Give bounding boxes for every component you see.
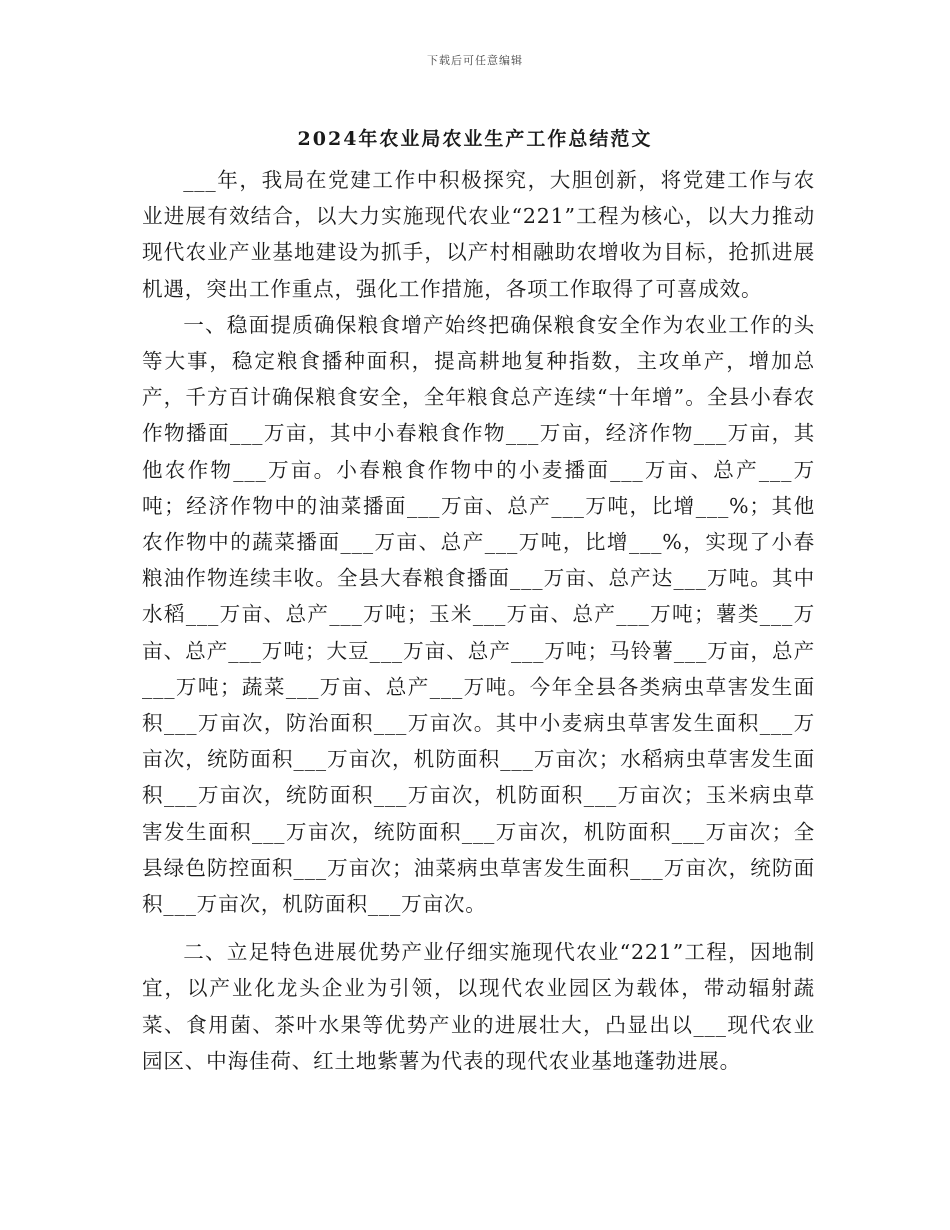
header-note: 下载后可任意编辑 [427, 54, 523, 67]
paragraph-intro: ___年，我局在党建工作中积极探究，大胆创新，将党建工作与农业进展有效结合，以大力实施现代农业“221”工程为核心，以大力推动现代农业产业基地建设为抓手，以产村相融助农增收为目标，抢抓进展机遇，突出工作重点，强化工作措施，各项工作取得了可喜成效。 [142, 168, 815, 301]
paragraph-section-2: 二、立足特色进展优势产业仔细实施现代农业“221”工程，因地制宜，以产业化龙头企业为引领，以现代农业园区为载体，带动辐射蔬菜、食用菌、茶叶水果等优势产业的进展壮大，凸显出以___现代农业园区、中海佳荷、红土地紫薯为代表的现代农业基地蓬勃进展。 [142, 940, 815, 1073]
paragraph-section-1: 一、稳面提质确保粮食增产始终把确保粮食安全作为农业工作的头等大事，稳定粮食播种面积，提高耕地复种指数，主攻单产，增加总产，千方百计确保粮食安全，全年粮食总产连续“十年增”。全县小春农作物播面___万亩，其中小春粮食作物___万亩，经济作物___万亩，其他农作物___万亩。小春粮食作物中的小麦播面___万亩、总产___万吨；经济作物中的油菜播面___万亩、总产___万吨，比增___%；其他农作物中的蔬菜播面___万亩、总产___万吨，比增___%，实现了小春粮油作物连续丰收。全县大春粮食播面___万亩、总产达___万吨。其中水稻___万亩、总产___万吨；玉米___万亩、总产___万吨；薯类___万亩、总产___万吨；大豆___万亩、总产___万吨；马铃薯___万亩，总产___万吨；蔬菜___万亩、总产___万吨。今年全县各类病虫草害发生面积___万亩次，防治面积___万亩次。其中小麦病虫草害发生面积___万亩次，统防面积___万亩次，机防面积___万亩次；水稻病虫草害发生面积___万亩次，统防面积___万亩次，机防面积___万亩次；玉米病虫草害发生面积___万亩次，统防面积___万亩次，机防面积___万亩次；全县绿色防控面积___万亩次；油菜病虫草害发生面积___万亩次，统防面积___万亩次，机防面积___万亩次。 [142, 312, 815, 917]
document-title: 2024年农业局农业生产工作总结范文 [297, 128, 653, 150]
document-body [142, 162, 815, 1079]
